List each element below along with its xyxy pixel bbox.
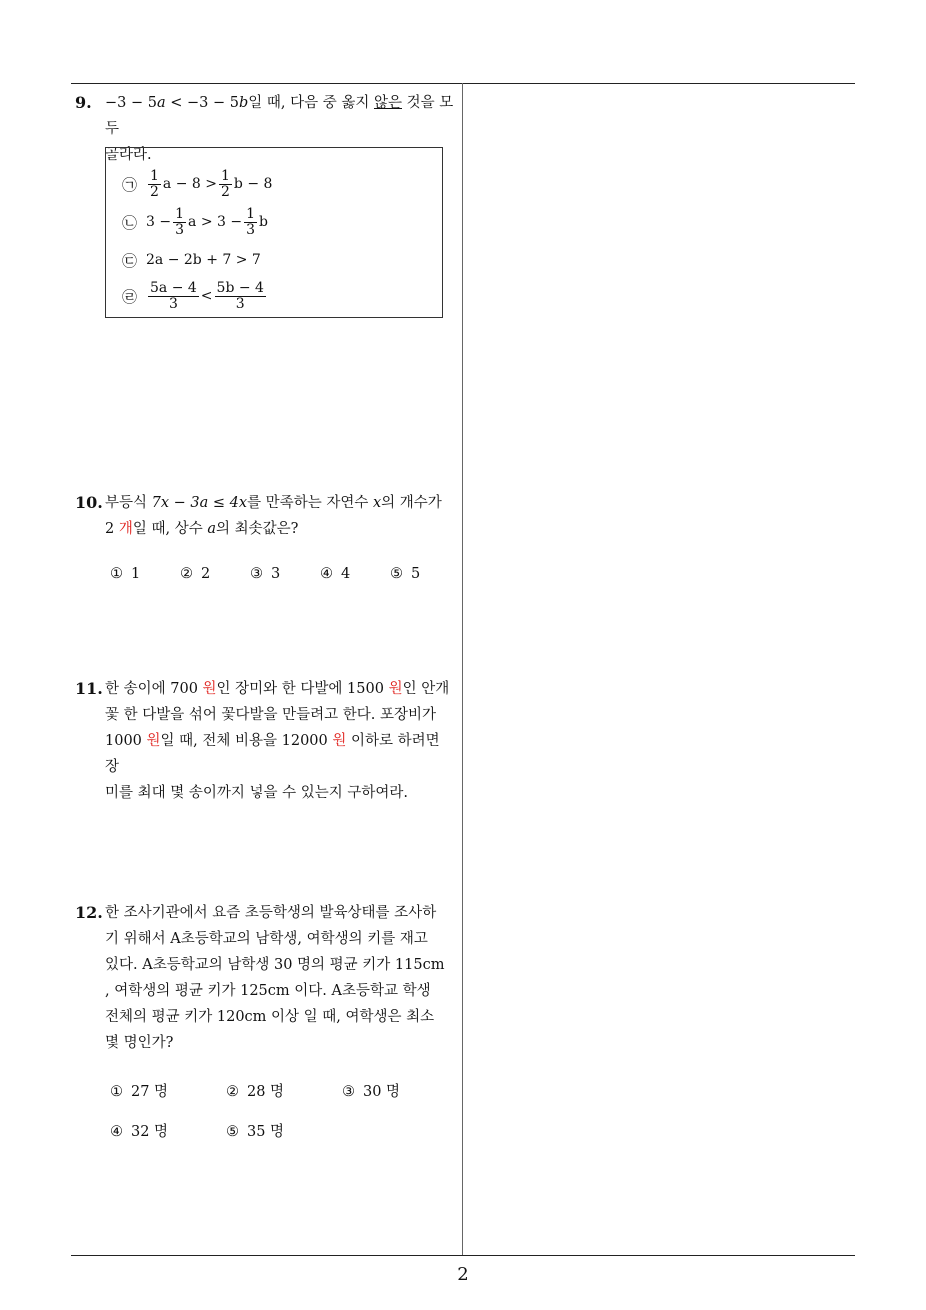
question-number: 9. — [75, 93, 92, 112]
option-4 — [122, 278, 268, 314]
numerator: 5b − 4 — [216, 279, 264, 296]
choice-number: ① — [110, 1084, 123, 1100]
stem-unit-red: 개 — [118, 521, 133, 537]
question-stem — [105, 490, 455, 542]
numerator: 1 — [221, 167, 230, 184]
choice-value: 4 — [341, 566, 351, 582]
choice-2[interactable] — [180, 566, 210, 582]
choice-5[interactable] — [226, 1120, 284, 1141]
stem-math: 7x − 3a ≤ 4x — [151, 495, 248, 511]
choice-value: 5 — [411, 566, 421, 582]
question-10 — [75, 490, 455, 542]
choice-value: 3 — [271, 566, 281, 582]
column-divider — [462, 83, 463, 1256]
fraction — [244, 207, 257, 238]
numerator: 5a − 4 — [150, 279, 197, 296]
stem-text-line: 전체의 평균 키가 120cm 이상 일 때, 여학생은 최소 — [105, 1009, 435, 1025]
stem-text: 이하로 하려면 장 — [105, 733, 440, 775]
stem-var-x: x — [372, 495, 382, 511]
choice-number: ④ — [320, 566, 333, 582]
choice-value: 2 — [201, 566, 211, 582]
option-mark: ㉡ — [122, 213, 138, 232]
stem-unit-red: 원 — [388, 681, 403, 697]
stem-text: 2 — [105, 521, 119, 537]
page-number: 2 — [457, 1264, 469, 1285]
stem-text: 1000 — [105, 733, 147, 749]
stem-text: 부등식 — [105, 495, 152, 511]
stem-unit-red: 원 — [146, 733, 161, 749]
choice-value: 1 — [131, 566, 141, 582]
stem-text-line: 기 위해서 A초등학교의 남학생, 여학생의 키를 재고 — [105, 931, 428, 947]
option-mark: ㉣ — [122, 287, 138, 306]
stem-unit-red: 원 — [332, 733, 347, 749]
choice-number: ③ — [250, 566, 263, 582]
option-expr: a > 3 − — [188, 214, 243, 230]
stem-text: 한 송이에 700 — [105, 681, 203, 697]
denominator: 3 — [168, 295, 178, 312]
choice-value: 35 명 — [247, 1124, 285, 1140]
option-expr: a − 8 > — [162, 176, 217, 192]
choice-value: 32 명 — [131, 1124, 169, 1140]
numerator: 1 — [246, 205, 256, 222]
choice-4[interactable] — [110, 1120, 168, 1141]
option-expr: 3 − — [146, 214, 172, 230]
denominator: 2 — [221, 183, 230, 200]
stem-text: 를 만족하는 자연수 — [247, 495, 373, 511]
stem-text: 의 개수가 — [381, 495, 442, 511]
denominator: 3 — [235, 295, 245, 312]
question-11 — [75, 676, 455, 806]
choice-number: ① — [110, 566, 123, 582]
choice-4[interactable] — [320, 566, 350, 582]
fraction — [173, 207, 186, 238]
numerator: 1 — [150, 167, 159, 184]
stem-var-a: a — [207, 521, 216, 537]
stem-var-b: b — [238, 95, 249, 111]
stem-text-line: , 여학생의 평균 키가 125cm 이다. A초등학교 학생 — [105, 983, 431, 999]
stem-var-a: a — [156, 95, 166, 111]
choice-1[interactable] — [110, 1080, 168, 1101]
choice-number: ② — [226, 1084, 239, 1100]
choice-number: ⑤ — [226, 1124, 239, 1140]
stem-unit-red: 원 — [202, 681, 217, 697]
stem-text-line: 몇 명인가? — [105, 1035, 174, 1051]
question-number: 10. — [75, 493, 103, 512]
choice-value: 27 명 — [131, 1084, 169, 1100]
choice-1[interactable] — [110, 566, 140, 582]
choice-number: ④ — [110, 1124, 123, 1140]
top-rule — [71, 83, 855, 84]
question-12 — [75, 900, 455, 1056]
question-number: 11. — [75, 679, 103, 698]
option-3 — [122, 242, 261, 278]
stem-text: 일 때, 전체 비용을 12000 — [160, 733, 333, 749]
stem-math: < −3 − 5 — [165, 95, 239, 111]
choice-number: ⑤ — [390, 566, 403, 582]
option-1 — [122, 166, 272, 202]
bottom-rule — [71, 1255, 855, 1256]
question-stem — [105, 900, 455, 1056]
stem-text-line: 미를 최대 몇 송이까지 넣을 수 있는지 구하여라. — [105, 785, 409, 801]
denominator: 3 — [246, 221, 256, 238]
stem-underlined-word: 않은 — [373, 95, 402, 111]
numerator: 1 — [175, 205, 185, 222]
option-mark: ㉢ — [122, 251, 138, 270]
choice-5[interactable] — [390, 566, 420, 582]
option-mark: ㉠ — [122, 175, 138, 194]
stem-text: 인 장미와 한 다발에 1500 — [216, 681, 389, 697]
denominator: 3 — [175, 221, 185, 238]
fraction — [215, 281, 266, 312]
stem-text-line: 꽃 한 다발을 섞어 꽃다발을 만들려고 한다. 포장비가 — [105, 707, 437, 723]
fraction — [219, 169, 232, 200]
question-stem — [105, 676, 455, 806]
fraction — [148, 281, 199, 312]
stem-text: 인 안개 — [402, 681, 450, 697]
option-2 — [122, 204, 268, 240]
stem-text: 일 때, 상수 — [132, 521, 208, 537]
stem-text-line2: 골라라. — [105, 147, 152, 163]
question-number: 12. — [75, 903, 103, 922]
stem-text: 일 때, 다음 중 옳지 — [248, 95, 374, 111]
denominator: 2 — [150, 183, 159, 200]
stem-text-line: 있다. A초등학교의 남학생 30 명의 평균 키가 115cm — [105, 957, 445, 973]
choice-3[interactable] — [342, 1080, 400, 1101]
choice-number: ② — [180, 566, 193, 582]
options-box — [105, 147, 443, 318]
stem-text: 것을 모두 — [105, 95, 454, 137]
option-expr: b — [259, 214, 268, 230]
choice-3[interactable] — [250, 566, 280, 582]
stem-text-line: 한 조사기관에서 요즘 초등학생의 발육상태를 조사하 — [105, 905, 437, 921]
fraction — [148, 169, 161, 200]
choice-2[interactable] — [226, 1080, 284, 1101]
stem-text: 의 최솟값은? — [215, 521, 299, 537]
option-expr: b − 8 — [233, 176, 273, 192]
choice-value: 28 명 — [247, 1084, 285, 1100]
option-expr: < — [200, 288, 213, 304]
choice-number: ③ — [342, 1084, 355, 1100]
stem-math: −3 − 5 — [105, 95, 157, 111]
option-expr: 2a − 2b + 7 > 7 — [146, 252, 261, 268]
choice-value: 30 명 — [363, 1084, 401, 1100]
